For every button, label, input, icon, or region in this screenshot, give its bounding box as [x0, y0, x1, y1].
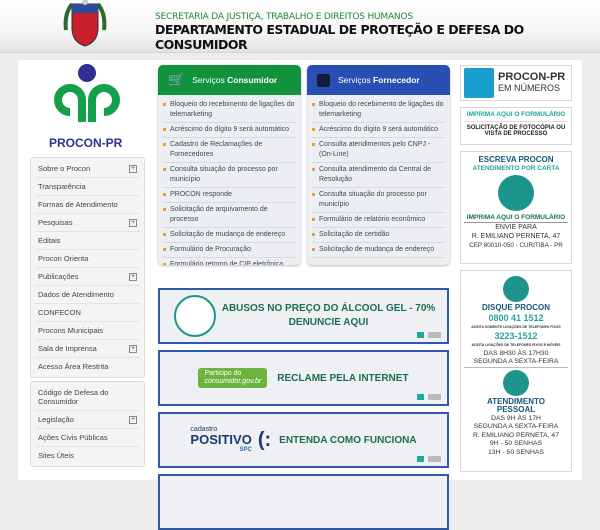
- fotocopia-form-link[interactable]: [460, 107, 572, 145]
- menu-item[interactable]: [35, 322, 140, 340]
- menu-item-label: Dados de Atendimento: [38, 290, 114, 299]
- smile-icon: (:: [257, 428, 272, 451]
- consumidor-list: [158, 95, 301, 265]
- next-banner[interactable]: [158, 474, 449, 530]
- expand-icon[interactable]: +: [130, 344, 136, 352]
- menu-item[interactable]: [35, 358, 140, 375]
- atend1: ATENDIMENTO: [487, 396, 545, 406]
- expand-icon[interactable]: +: [130, 164, 136, 172]
- menu-item[interactable]: [35, 160, 140, 178]
- imprima-label: IMPRIMA AQUI O FORMULÁRIO: [464, 111, 568, 122]
- service-link[interactable]: Solicitação de mudança de endereço: [163, 228, 296, 243]
- departamento-title: DEPARTAMENTO ESTADUAL DE PROTEÇÃO E DEFESA DO CONSUMIDOR: [155, 22, 524, 52]
- menu-item-label: Código de Defesa do Consumidor: [38, 388, 109, 406]
- main-menu: [30, 157, 145, 378]
- menu-item[interactable]: [35, 340, 140, 358]
- h2: DAS 9H ÀS 17H: [491, 414, 541, 422]
- chart-icon: [464, 68, 494, 98]
- service-link[interactable]: Acréscimo do dígito 9 será automático: [312, 123, 445, 138]
- escreva-procon-box[interactable]: [460, 151, 572, 264]
- prefix: Serviços: [192, 75, 225, 85]
- menu-item-label: Editais: [38, 236, 61, 245]
- menu-item-label: Acesso Área Restrita: [38, 362, 109, 371]
- atend2: PESSOAL: [496, 405, 536, 414]
- cep: CEP 80010-050 - CURITIBA - PR: [469, 242, 563, 249]
- menu-item[interactable]: [35, 429, 140, 447]
- carta-sub: ATENDIMENTO POR CARTA: [472, 165, 560, 172]
- service-link[interactable]: Consulta situação do processo por município: [312, 188, 445, 213]
- service-link[interactable]: Consulta atendimentos pelo CNPJ - (On-Line): [312, 138, 445, 163]
- menu-item[interactable]: [35, 384, 140, 411]
- legislation-menu: [30, 381, 145, 467]
- menu-item-label: Transparência: [38, 182, 86, 191]
- spc: SPC: [239, 447, 252, 453]
- participo: Participo do: [204, 370, 242, 377]
- expand-icon[interactable]: +: [130, 218, 136, 226]
- reclame-text: RECLAME PELA INTERNET: [277, 372, 409, 384]
- service-link[interactable]: Solicitação de certidão: [312, 228, 445, 243]
- box-icon: [317, 74, 330, 87]
- cadastro-positivo-banner[interactable]: [158, 412, 449, 468]
- envelope-icon: [498, 175, 534, 211]
- menu-item-label: Formas de Atendimento: [38, 200, 118, 209]
- parana-crest-logo[interactable]: [62, 0, 108, 48]
- menu-item[interactable]: [35, 214, 140, 232]
- menu-item-label: Legislação: [38, 415, 74, 424]
- person-icon: [503, 370, 529, 396]
- menu-item-label: Sobre o Procon: [38, 164, 91, 173]
- disque: DISQUE PROCON: [481, 303, 550, 312]
- menu-item-label: CONFECON: [38, 308, 81, 317]
- alcool-text: [222, 302, 436, 330]
- service-link[interactable]: Consulta situação do processo por município: [163, 163, 296, 188]
- menu-item[interactable]: [35, 447, 140, 464]
- menu-item-label: Procon Orienta: [38, 254, 89, 263]
- escreva-title: ESCREVA PROCON: [478, 155, 554, 164]
- title: Consumidor: [227, 75, 278, 85]
- alcool-line1: ABUSOS NO PREÇO DO ÁLCOOL GEL - 70%: [221, 303, 436, 314]
- senha2: 13H - 50 SENHAS: [488, 448, 544, 456]
- tel2-note: ACEITA LIGAÇÕES DE TELEFONES FIXOS E MÓVEIS: [471, 343, 561, 347]
- service-link[interactable]: Formulário de relatório econômico: [312, 213, 445, 228]
- procon-mini-logo: [417, 394, 441, 400]
- service-link[interactable]: Consulta atendimento da Central de Resolução: [312, 163, 445, 188]
- expand-icon[interactable]: +: [130, 415, 136, 423]
- consumidor-heading: [192, 75, 277, 85]
- consumidor-header: [158, 65, 301, 95]
- positivo: POSITIVO: [190, 432, 252, 447]
- menu-item[interactable]: [35, 232, 140, 250]
- tel2[interactable]: 3223-1512: [494, 331, 538, 341]
- procon-em-numeros-button[interactable]: [460, 65, 572, 101]
- expand-icon[interactable]: +: [130, 272, 136, 280]
- dias: SEGUNDA A SEXTA-FEIRA: [464, 358, 568, 368]
- fotocopia-label: SOLICITAÇÃO DE FOTOCÓPIA OU VISTA DE PROCESSO: [466, 125, 566, 137]
- tel1-note: ACEITA SOMENTE LIGAÇÕES DE TELEFONES FIXOS: [471, 324, 561, 329]
- menu-item-label: Publicações: [38, 272, 79, 281]
- menu-item-label: Pesquisas: [38, 218, 73, 227]
- service-link[interactable]: Solicitação de mudança de endereço: [312, 243, 445, 258]
- sanitizer-icon: [174, 295, 216, 337]
- menu-item[interactable]: [35, 196, 140, 214]
- cadastro-positivo-logo: [190, 425, 251, 455]
- secretaria-title: SECRETARIA DA JUSTIÇA, TRABALHO E DIREITOS HUMANOS: [155, 12, 413, 22]
- procon-logo-text: PROCON-PR: [49, 136, 123, 150]
- procon-mini-logo: [417, 456, 441, 462]
- service-link[interactable]: Solicitação de arquivamento de processo: [163, 203, 296, 228]
- cadastro: cadastro: [190, 426, 218, 433]
- procon-mini-logo: [417, 332, 441, 338]
- servicos-consumidor-panel: [158, 65, 301, 265]
- service-link[interactable]: Acréscimo do dígito 9 será automático: [163, 123, 296, 138]
- menu-item[interactable]: [35, 268, 140, 286]
- service-link[interactable]: PROCON responde: [163, 188, 296, 203]
- service-link[interactable]: Bloqueio do recebimento de ligações do telemarketing: [312, 98, 445, 123]
- fornecedor-heading: [338, 75, 420, 85]
- service-link[interactable]: Cadastro de Reclamações de Fornecedores: [163, 138, 296, 163]
- cart-icon: 🛒: [168, 72, 185, 87]
- entenda-text: ENTENDA COMO FUNCIONA: [279, 434, 417, 446]
- prefix: Serviços: [338, 75, 371, 85]
- menu-item-label: Ações Civis Públicas: [38, 433, 108, 442]
- menu-item[interactable]: [35, 304, 140, 322]
- consumidor-gov: consumidor.gov.br: [204, 378, 262, 385]
- consumidor-gov-logo: [198, 368, 267, 388]
- consumidor-gov-banner[interactable]: [158, 350, 449, 406]
- menu-item-label: Sala de Imprensa: [38, 344, 97, 353]
- title: Fornecedor: [372, 75, 420, 85]
- fornecedor-header: [307, 65, 450, 95]
- alcool-gel-banner[interactable]: [158, 288, 449, 344]
- menu-item[interactable]: [35, 178, 140, 196]
- fornecedor-list: [307, 95, 450, 261]
- contato-box: [460, 270, 572, 472]
- end2: R. EMILIANO PERNETA, 47: [473, 431, 559, 439]
- menu-item-label: Sites Úteis: [38, 451, 74, 460]
- servicos-fornecedor-panel: [307, 65, 450, 265]
- service-link[interactable]: Bloqueio do recebimento de ligações do telemarketing: [163, 98, 296, 123]
- menu-item-label: Procons Municipais: [38, 326, 104, 335]
- numeros-sub: EM NÚMEROS: [498, 83, 561, 93]
- procon-logo[interactable]: [52, 64, 122, 124]
- imprima2: IMPRIMA AQUI O FORMULÁRIO: [464, 213, 568, 223]
- dias2: SEGUNDA A SEXTA-FEIRA: [473, 423, 559, 430]
- alcool-line2: DENUNCIE AQUI: [288, 317, 369, 328]
- menu-item[interactable]: [35, 411, 140, 429]
- endereco: R. EMILIANO PERNETA, 47: [471, 233, 561, 240]
- service-link[interactable]: Formulário de Procuração: [163, 243, 296, 258]
- numeros-title: PROCON-PR: [498, 71, 566, 83]
- senha1: 9H - 50 SENHAS: [489, 440, 543, 447]
- menu-item[interactable]: [35, 250, 140, 268]
- headset-icon: [503, 276, 529, 302]
- envie: ENVIE PARA: [495, 224, 537, 231]
- tel1[interactable]: 0800 41 1512: [488, 312, 544, 323]
- menu-item[interactable]: [35, 286, 140, 304]
- site-header: [0, 0, 600, 53]
- horario: DAS 8H30 ÀS 17H30: [483, 349, 549, 357]
- service-link[interactable]: Formulário retorno de CIP eletrônica: [163, 258, 296, 265]
